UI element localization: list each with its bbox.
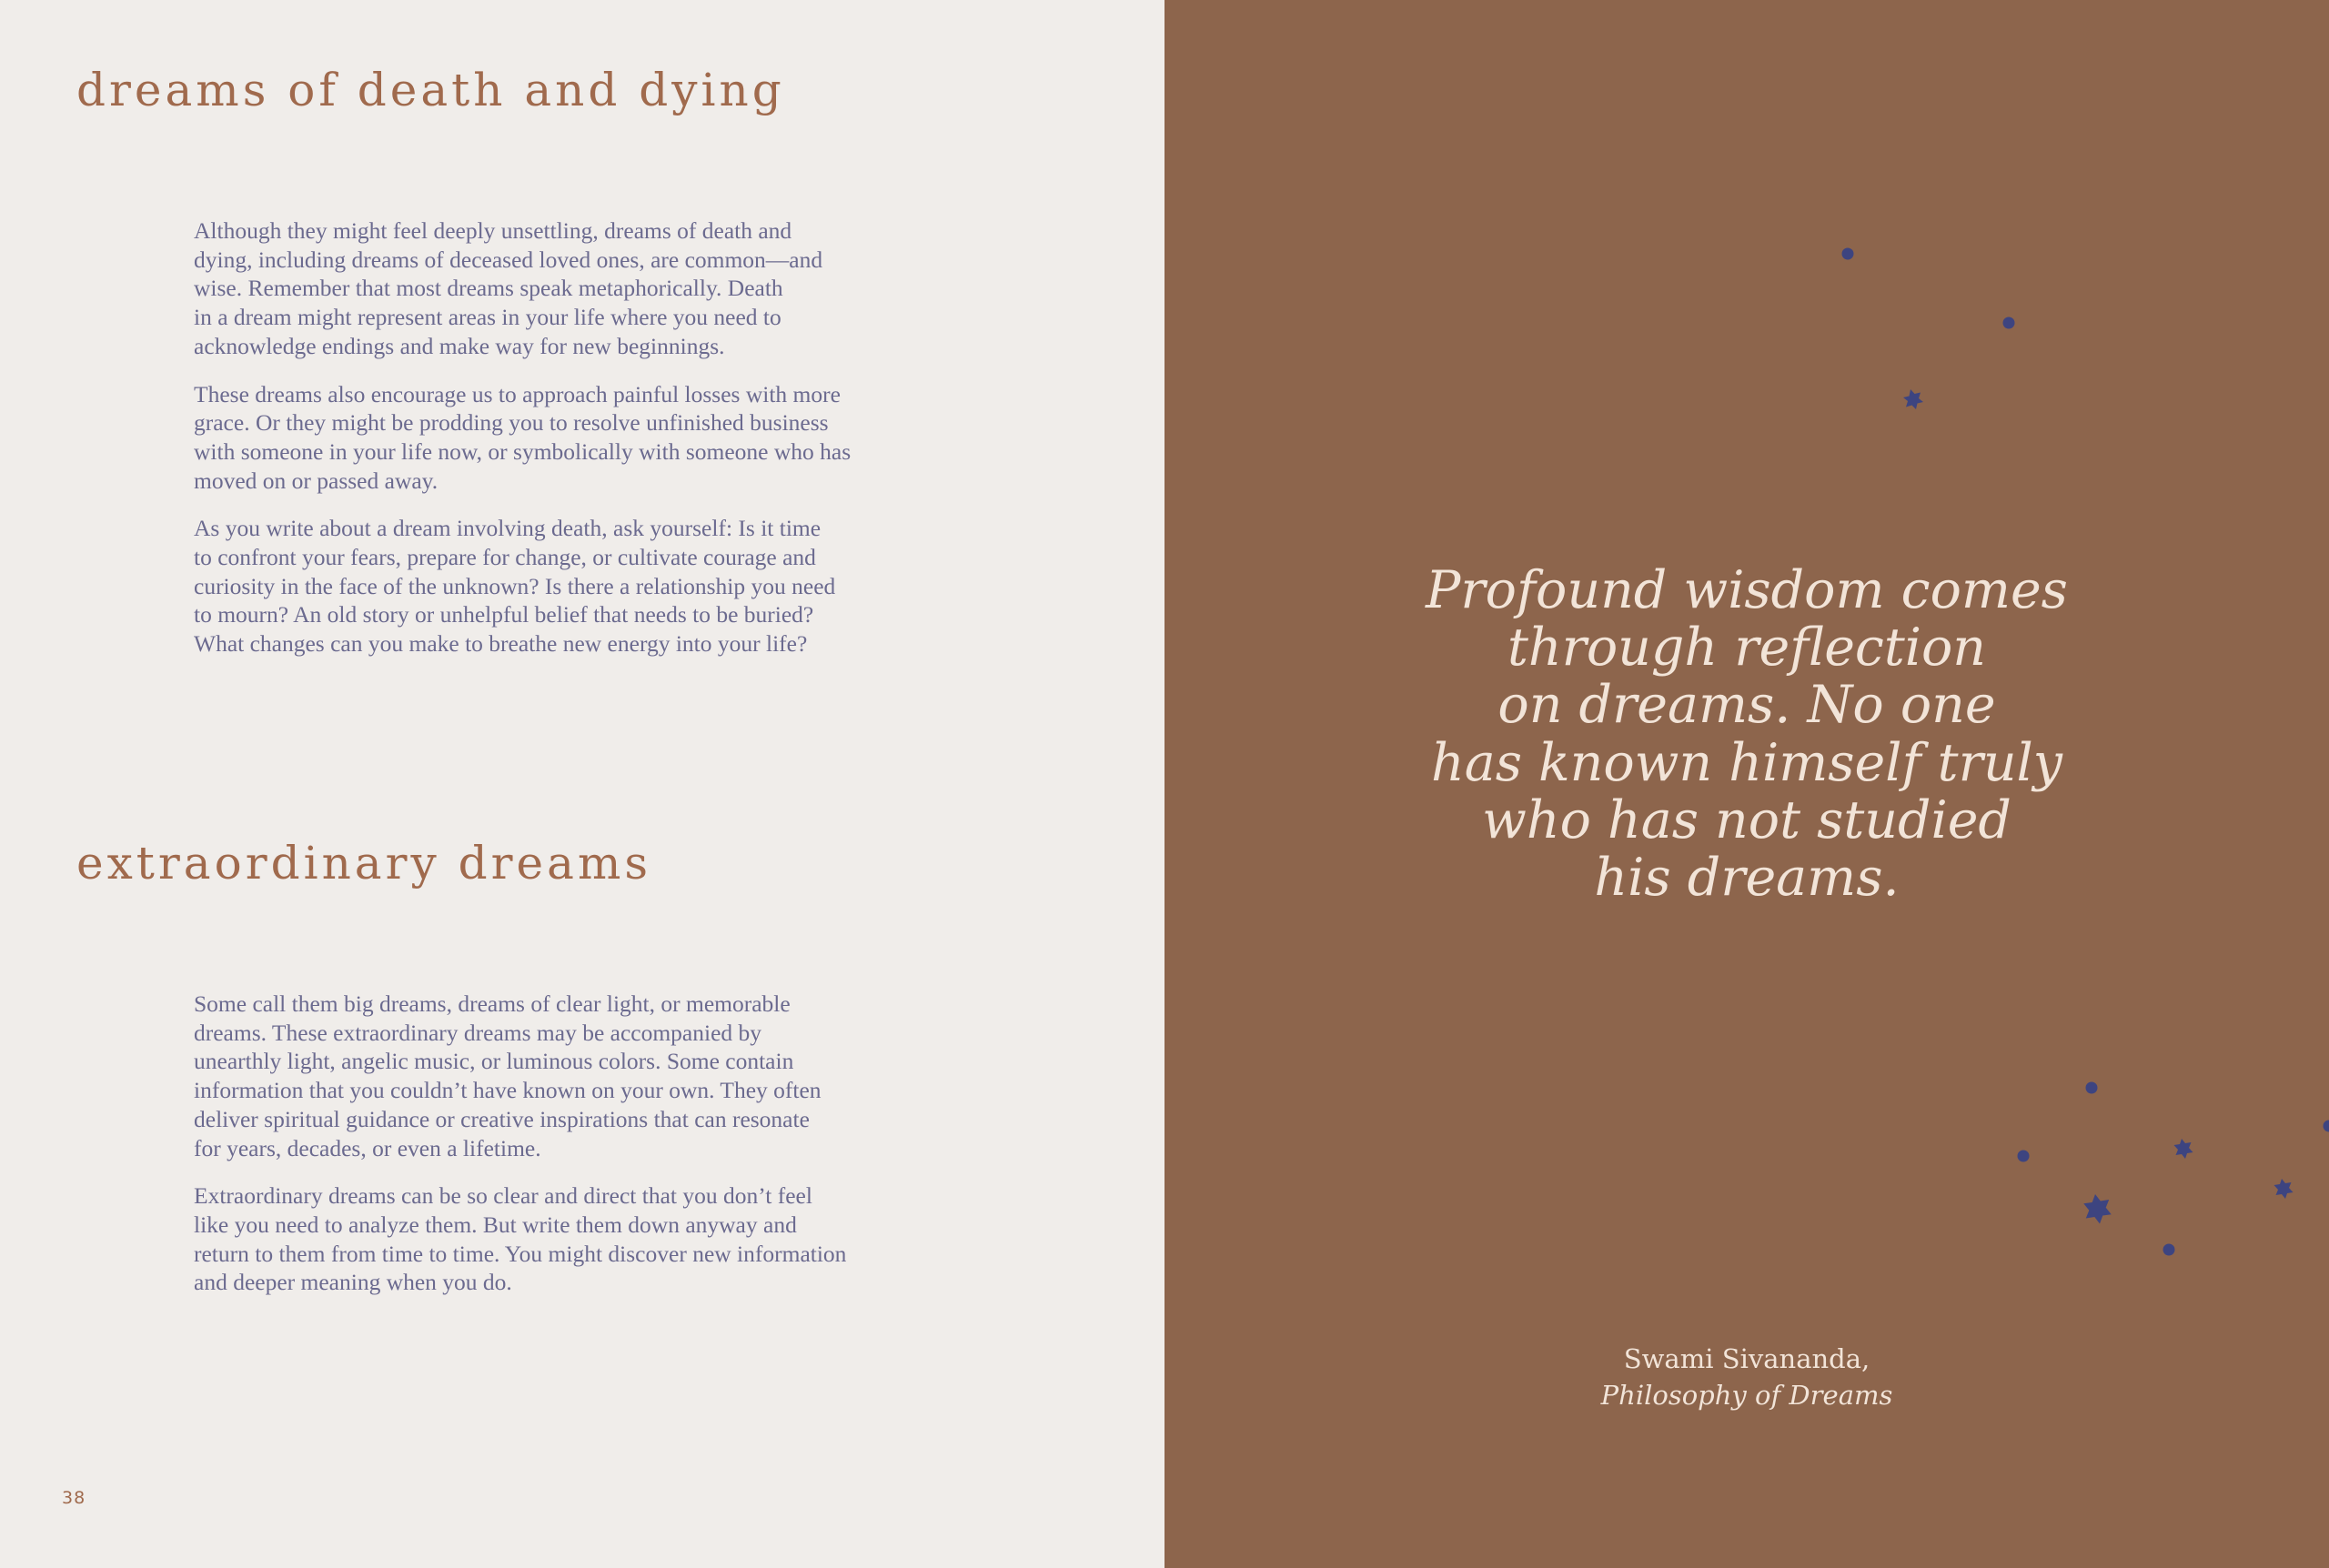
paragraph: These dreams also encourage us to approach painful losses with more grace. Or they might be prodding you to resolve unfinished business with someone in your life now, or symbolically with someone who has moved on or passed away. xyxy=(194,380,852,494)
quote-attribution xyxy=(1164,1341,2329,1413)
star-icon xyxy=(2174,1139,2193,1159)
paragraph: Although they might feel deeply unsettling, dreams of death and dying, including dreams of deceased loved ones, are common—and wise. Remember that most dreams speak metaphorically. Death in a dream might represent areas in your life where you need to acknowledge endings and make way for new beginnings. xyxy=(194,217,823,359)
dot-icon xyxy=(1842,248,1854,260)
quote-author: Swami Sivananda, xyxy=(1623,1343,1870,1374)
star-icon xyxy=(2274,1179,2294,1199)
star-icon xyxy=(1903,389,1923,409)
quote-source: Philosophy of Dreams xyxy=(1600,1380,1893,1411)
paragraph: Extraordinary dreams can be so clear and direct that you don’t feel like you need to analyze them. But write them down anyway and return to them from time to time. You might discover new information and deeper meaning when you do. xyxy=(194,1182,847,1296)
left-page xyxy=(0,0,1164,1568)
pull-quote: Profound wisdom comes through reflection on dreams. No one has known himself truly who has not studied his dreams. xyxy=(1426,560,2068,909)
dot-icon xyxy=(2163,1244,2175,1256)
dot-icon xyxy=(2018,1151,2030,1162)
dot-icon xyxy=(2003,317,2015,329)
section-body-death-dying xyxy=(194,216,994,678)
paragraph: Some call them big dreams, dreams of clear light, or memorable dreams. These extraordinary dreams may be accompanied by unearthly light, angelic music, or luminous colors. Some contain information that you couldn’t have known on your own. They often deliver spiritual guidance or creative inspirations that can resonate for years, decades, or even a lifetime. xyxy=(194,990,822,1161)
dot-icon xyxy=(2324,1121,2329,1132)
star-icon xyxy=(2083,1194,2111,1224)
section-body-extraordinary-dreams xyxy=(194,990,994,1316)
section-heading-extraordinary-dreams: extraordinary dreams xyxy=(76,837,652,890)
dot-icon xyxy=(2086,1082,2098,1094)
page-number: 38 xyxy=(62,1488,86,1508)
paragraph: As you write about a dream involving death, ask yourself: Is it time to confront your fears, prepare for change, or cultivate courage and curiosity in the face of the unknown? Is there a relationship you need to mourn? An old story or unhelpful belief that needs to be buried? What changes can you make to breathe new energy into your life? xyxy=(194,515,836,658)
section-heading-death-dying: dreams of death and dying xyxy=(76,64,785,116)
right-page xyxy=(1164,0,2329,1568)
